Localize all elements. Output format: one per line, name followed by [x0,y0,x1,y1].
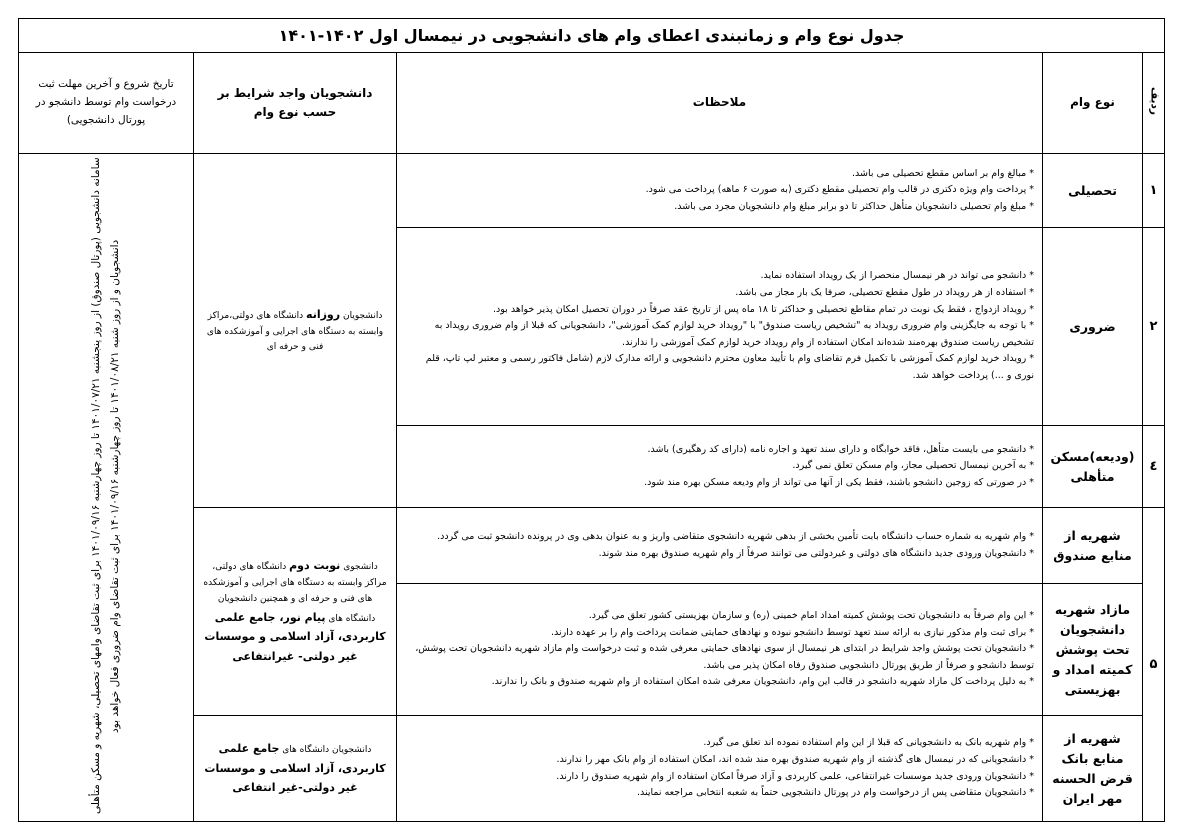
note-line: * مبلغ وام تحصیلی دانشجویان متأهل حداکثر تا دو برابر مبلغ وام دانشجویان مجرد می باشد. [674,200,1035,212]
note-line: * با توجه به جایگزینی وام ضروری رویداد به "تشخیص ریاست صندوق" با "رویداد خرید لوازم کمک آموزشی"، دانشجویانی که قبلا از وام ضروری رویداد به تشخیص ریاست صندوق بهره‌مند شده‌اند امکان استفاده از وام رویداد خرید لوازم کمک آموزشی را ندارند. [434,320,1035,348]
note-line: * برای ثبت وام مذکور نیازی به ارائه سند تعهد توسط دانشجو نبوده و نهادهای حمایتی ضمانت پرداخت وام را بر عهده دارند. [550,626,1035,638]
loan-type-cell: مازاد شهریه دانشجویان تحت پوشش کمیته امداد و بهزیستی [1043,584,1143,716]
note-line: * رویداد ازدواج ، فقط یک نوبت در تمام مقاطع تحصیلی و حداکثر تا ۱۸ ماه پس از تاریخ عقد صرفاً در دوران تحصیل امکان پذیر خواهد بود. [493,303,1035,315]
notes-cell [397,154,1043,228]
eligible-group-2: دانشجوی نوبت دوم دانشگاه های دولتی، مراکز وابسته به دستگاه های اجرایی و آموزشکده های فنی و حرفه ای و همچنین دانشجویان دانشگاه های پیام نور، جامع علمی کاربردی، آزاد اسلامی و موسسات غیر دولتی- غیرانتفاعی [194,508,397,716]
notes-cell [397,508,1043,584]
note-line: * دانشجویان ورودی جدید دانشگاه های دولتی و غیردولتی می توانند صرفاً از وام شهریه صندوق بهره مند شوند. [598,547,1035,559]
row-number: ۲ [1143,228,1165,426]
loan-type-cell: ضروری [1043,228,1143,426]
table-title: جدول نوع وام و زمانبندی اعطای وام های دانشجویی در نیمسال اول ۱۴۰۲-۱۴۰۱ [19,19,1165,53]
header-eligible: دانشجویان واجد شرایط بر حسب نوع وام [194,53,397,154]
period-cell [19,154,194,822]
row-number: ۵ [1143,508,1165,822]
notes-cell [397,584,1043,716]
eligible-group-1: دانشجویان روزانه دانشگاه های دولتی،مراکز وابسته به دستگاه های اجرایی و آموزشکده های فنی و حرفه ای [194,154,397,508]
header-notes: ملاحظات [397,53,1043,154]
note-line: * رویداد خرید لوازم کمک آموزشی با تکمیل فرم تقاضای وام با تأیید معاون محترم دانشجویی و ارائه مدارک لازم (شامل فاکتور رسمی و معتبر لپ تاپ، قلم نوری و ...) پرداخت خواهد شد. [425,353,1035,382]
row-number: ۱ [1143,154,1165,228]
notes-cell [397,228,1043,426]
note-line: * در صورتی که زوجین دانشجو باشند، فقط یکی از آنها می تواند از وام ودیعه مسکن بهره مند شود. [644,476,1035,488]
eligible-group-3: دانشجویان دانشگاه های جامع علمی کاربردی، آزاد اسلامی و موسسات غیر دولتی-غیر انتفاعی [194,716,397,822]
note-line: * دانشجویان تحت پوشش واجد شرایط در ابتدای هر نیمسال از سوی نهادهای حمایتی معرفی شده و ثبت درخواست وام مازاد شهریه دانشجویان تحت پوشش، توسط دانشجو و صرفاً از طریق پورتال دانشجویی صندوق رفاه امکان پذیر می باشد. [415,643,1035,671]
note-line: * دانشجو می تواند در هر نیمسال منحصرا از یک رویداد استفاده نماید. [760,270,1035,282]
period-text: سامانه دانشجویی (پورتال صندوق) از روز پنجشنبه ۱۴۰۱/۰۷/۲۱ تا روز چهارشنبه ۱۴۰۱/۰۹/۱۶ برای ثبت تقاضای وامهای تحصیلی، شهریه و مسکن متأهلی دانشجویان و از روز شنبه ۱۴۰۱/۰۸/۲۱ تا روز چهارشنبه ۱۴۰۱/۰۹/۱۶ برای ثبت تقاضای وام ضروری فعال خواهد بود [90,157,121,814]
note-line: * استفاده از هر رویداد در طول مقطع تحصیلی، صرفا یک بار مجاز می باشد. [735,286,1035,298]
note-line: * وام شهریه بانک به دانشجویانی که قبلا از این وام استفاده نموده اند تعلق می گیرد. [703,737,1035,749]
note-line: * این وام صرفاً به دانشجویان تحت پوشش کمیته امداد امام خمینی (ره) و سازمان بهزیستی کشور تعلق می گیرد. [588,609,1035,621]
loan-type-cell: تحصیلی [1043,154,1143,228]
row-number: ٤ [1143,426,1165,508]
note-line: * دانشجو می بایست متأهل، فاقد خوابگاه و دارای سند تعهد و اجاره نامه (دارای کد رهگیری) باشد. [647,443,1035,455]
note-line: * دانشجویان ورودی جدید موسسات غیرانتفاعی، علمی کاربردی و آزاد صرفاً امکان استفاده از وام شهریه صندوق را دارند. [556,770,1035,782]
header-row-no-label: ردیف [1148,87,1161,115]
header-period: تاریخ شروع و آخرین مهلت ثبت درخواست وام توسط دانشجو در پورتال دانشجویی) [19,53,194,154]
notes-cell [397,716,1043,822]
note-line: * به دلیل پرداخت کل مازاد شهریه دانشجو در قالب این وام، دانشجویان معرفی شده امکان استفاده از وام شهریه صندوق و بانک را ندارند. [491,676,1035,688]
loan-type-cell: شهریه از منابع صندوق [1043,508,1143,584]
note-line: * دانشجویانی که در نیمسال های گذشته از وام شهریه صندوق بهره مند شده اند، امکان استفاده از وام بانک مهر را ندارند. [556,753,1035,765]
header-loan-type: نوع وام [1043,53,1143,154]
loan-type-cell: شهریه از منابع بانک قرض الحسنه مهر ایران [1043,716,1143,822]
note-line: * وام شهریه به شماره حساب دانشگاه بابت تأمین بخشی از بدهی شهریه دانشجوی متقاضی واریز و به عنوان بدهی وی در پرونده دانشجو ثبت می گردد. [437,530,1035,542]
note-line: * به آخرین نیمسال تحصیلی مجاز، وام مسکن تعلق نمی گیرد. [792,460,1035,472]
notes-cell [397,426,1043,508]
note-line: * مبالغ وام بر اساس مقطع تحصیلی می باشد. [852,167,1035,179]
note-line: * دانشجویان متقاضی پس از درخواست وام در پورتال دانشجویی حتماً به شعبه انتخابی مراجعه نمایند. [637,787,1035,799]
note-line: * پرداخت وام ویژه دکتری در قالب وام تحصیلی مقطع دکتری (به صورت ۶ ماهه) پرداخت می شود. [645,184,1035,196]
loan-schedule-table [18,18,1165,822]
table-row [19,154,1165,228]
loan-type-cell: (ودیعه)مسکن متأهلی [1043,426,1143,508]
header-row-no [1143,53,1165,154]
